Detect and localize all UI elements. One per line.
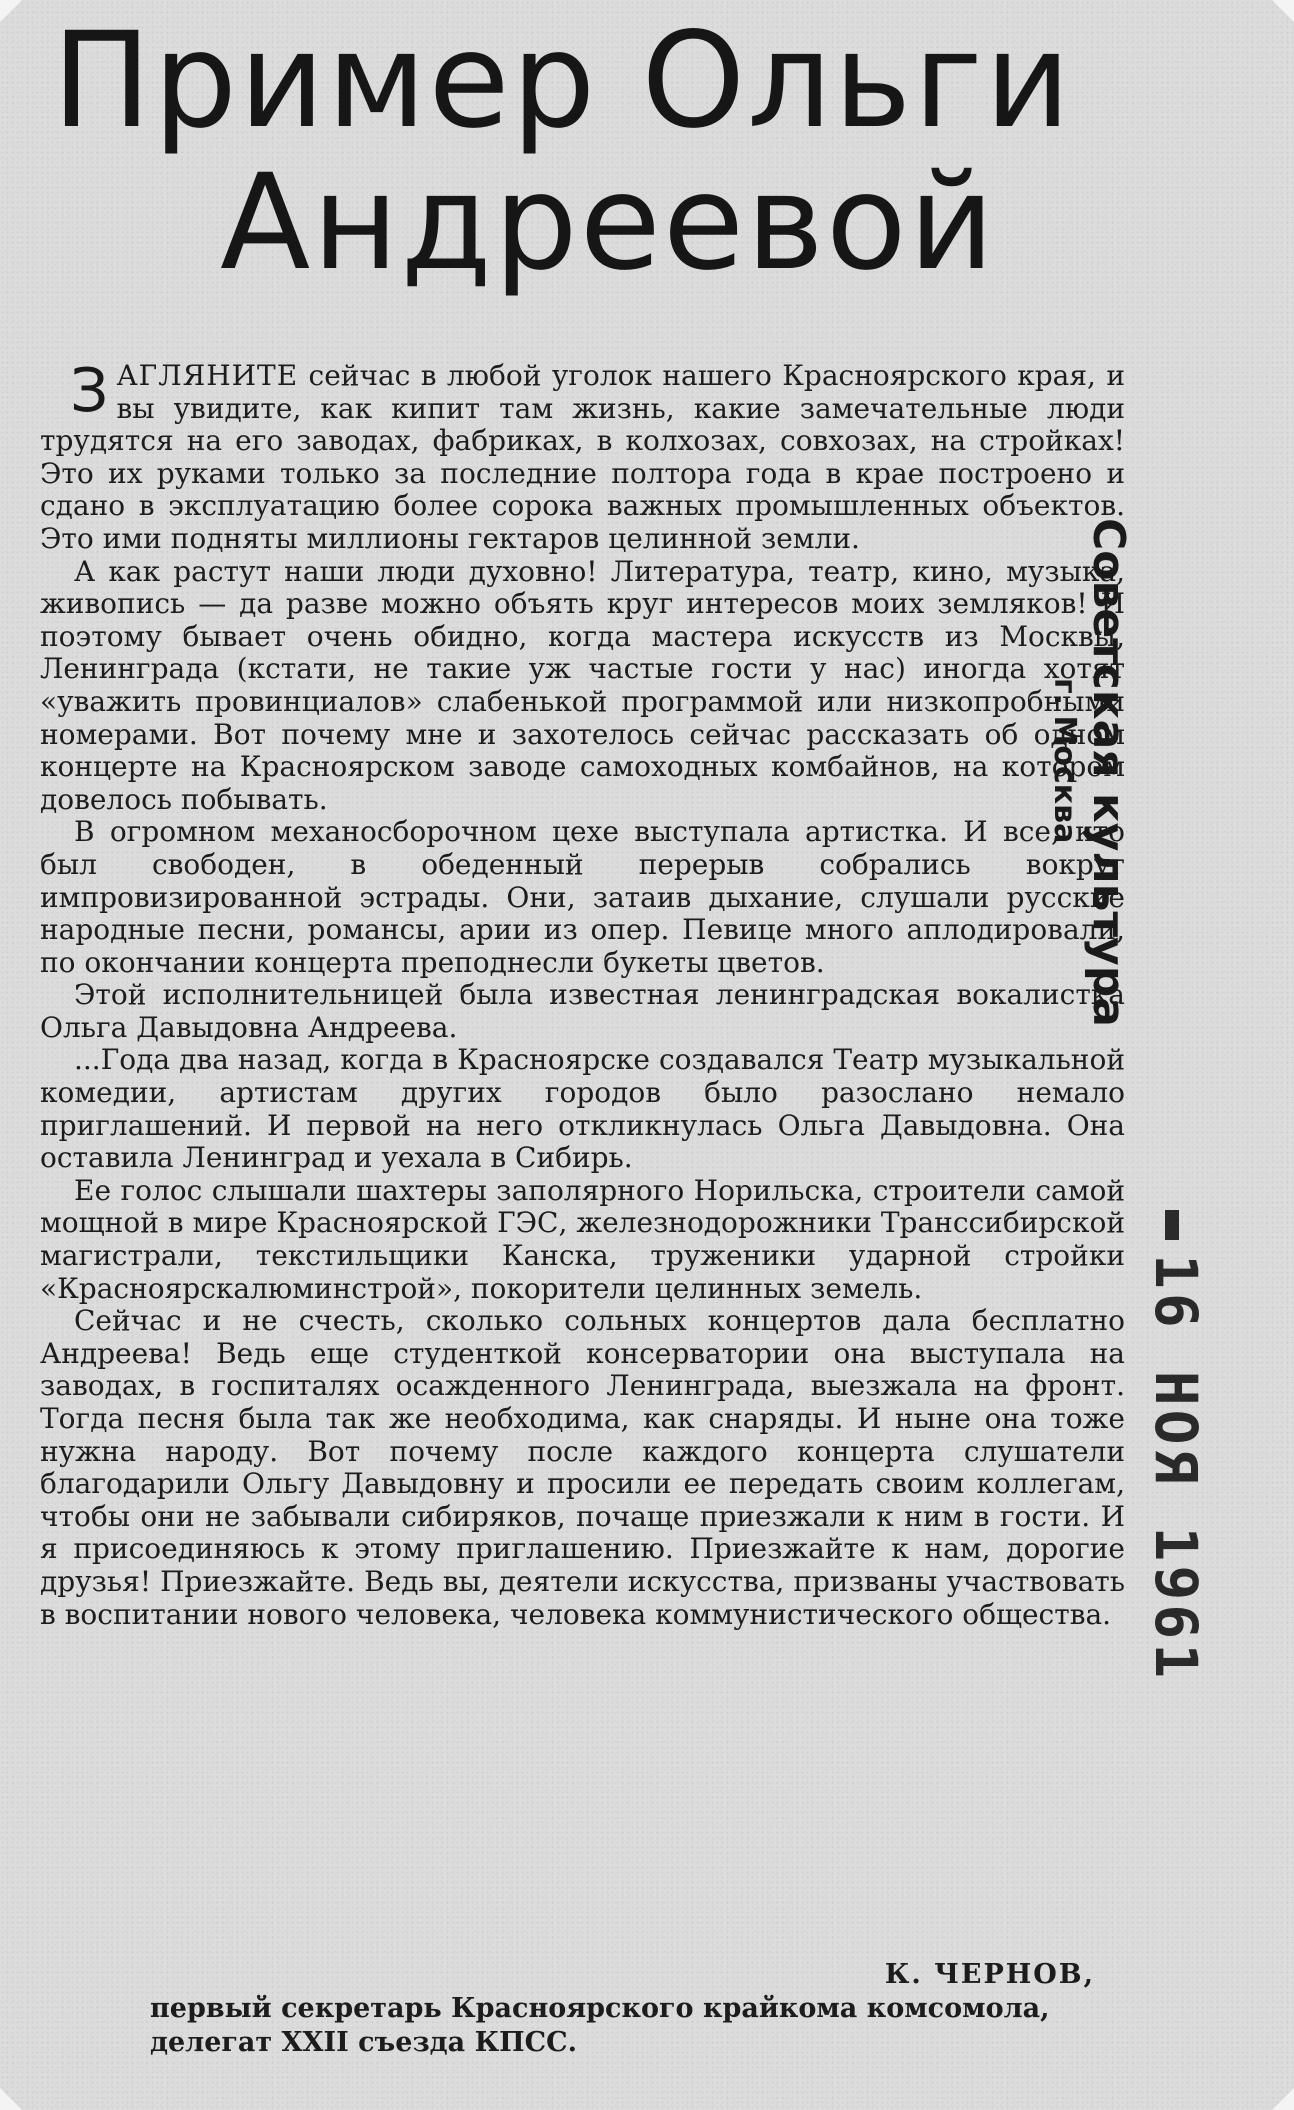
- newspaper-source: [1046, 518, 1134, 1027]
- corner-cut: [1272, 0, 1294, 22]
- date-stamp: [1142, 1210, 1210, 1683]
- article-body: [40, 356, 1125, 1631]
- article-headline: [52, 4, 1102, 300]
- corner-cut: [1272, 2088, 1294, 2110]
- drop-cap: З: [70, 356, 109, 426]
- paragraph-text: сейчас в любой уголок нашего Красноярского края, и вы увидите, как кипит там жизнь, какие замечательные люди трудятся на его заводах, фабриках, в колхозах, совхозах, на стройках! Это их руками только за последние полтора года в крае построено и сдано в эксплуатацию более сорока важных промышленных объектов. Это ими подняты миллионы гектаров целинной земли.: [40, 359, 1125, 555]
- newspaper-name: Советская культура: [1083, 518, 1134, 1027]
- author-signature: [0, 1958, 1105, 2060]
- corner-cut: [0, 2088, 22, 2110]
- article-paragraph: В огромном механосборочном цехе выступала артистка. И все, кто был свободен, в обеденный перерыв собрались вокруг импровизированной эстрады. Они, затаив дыхание, слушали русские народные песни, романсы, арии из опер. Певице много аплодировали, по окончании концерта преподнесли букеты цветов.: [40, 815, 1125, 979]
- headline-line-2: Андреевой: [220, 146, 997, 300]
- article-paragraph: Сейчас и не счесть, сколько сольных концертов дала бесплатно Андреева! Ведь еще студенткой консерватории она выступала на заводах, в госпиталях осажденного Ленинграда, выезжала на фронт. Тогда песня была так же необходима, как снаряды. И ныне она тоже нужна народу. Вот почему после каждого концерта слушатели благодарили Ольгу Давыдовну и просили ее передать своим коллегам, чтобы они не забывали сибиряков, почаще приезжали к ним в гости. И я присоединяюсь к этому приглашению. Приезжайте к нам, дорогие друзья! Приезжайте. Ведь вы, деятели искусства, призваны участвовать в воспитании нового человека, человека коммунистического общества.: [40, 1304, 1125, 1631]
- article-paragraph: [40, 356, 1125, 556]
- author-name: К. ЧЕРНОВ,: [884, 1959, 1095, 1990]
- corner-cut: [0, 0, 22, 22]
- article-paragraph: ...Года два назад, когда в Красноярске создавался Театр музыкальной комедии, артистам других городов было разослано немало приглашений. И первой на него откликнулась Ольга Давыдовна. Она оставила Ленинград и уехала в Сибирь.: [40, 1043, 1125, 1175]
- newspaper-city: г. Москва: [1047, 678, 1082, 844]
- author-title: первый секретарь Красноярского крайкома комсомола,: [150, 1993, 1050, 2024]
- lead-caps: АГЛЯНИТЕ: [116, 359, 299, 392]
- date-stamp-text: 16 НОЯ 1961: [1142, 1254, 1210, 1683]
- article-paragraph: Ее голос слышали шахтеры заполярного Норильска, строители самой мощной в мире Красноярской ГЭС, железнодорожники Транссибирской магистрали, текстильщики Канска, труженики ударной стройки «Красноярскалюминстрой», покорители целинных земель.: [40, 1173, 1125, 1305]
- headline-line-1: Пример Ольги: [52, 4, 1073, 158]
- article-paragraph: А как растут наши люди духовно! Литература, театр, кино, музыка, живопись — да разве можно объять круг интересов моих земляков! И поэтому бывает очень обидно, когда мастера искусств из Москвы, Ленинграда (кстати, не такие уж частые гости у нас) иногда хотят «уважить провинциалов» слабенькой программой или низкопробными номерами. Вот почему мне и захотелось сейчас рассказать об одном концерте на Красноярском заводе самоходных комбайнов, на котором довелось побывать.: [40, 554, 1125, 816]
- stamp-bar-icon: [1165, 1210, 1179, 1240]
- article-paragraph: Этой исполнительницей была известная ленинградская вокалистка Ольга Давыдовна Андреева.: [40, 978, 1125, 1044]
- author-title: делегат XXII съезда КПСС.: [150, 2027, 578, 2058]
